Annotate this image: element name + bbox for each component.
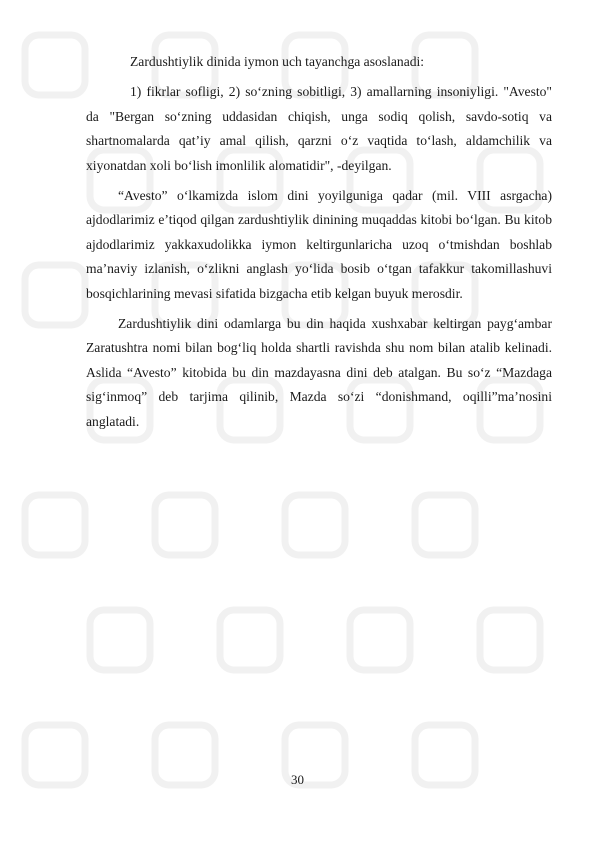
- paragraph-intro: Zardushtiylik dinida iymon uch tayanchga asoslanadi:: [130, 54, 425, 69]
- paragraph-avesto-quote: 1) fikrlar sofligi, 2) so‘zning sobitligi, 3) amallarning insoniyligi. "Avesto" da "Bergan so‘zning uddasidan chiqish, unga sodiq qolish, savdo-sotiq va shartnomalarda qat’iy amal qilish, qarzni o‘z vaqtida to‘lash, aldamchilik va xiyonatdan xoli bo‘lish imonlilik alomatidir", -deyilgan.: [86, 84, 552, 173]
- paragraph-avesto-history: “Avesto” o‘lkamizda islom dini yoyilguniga qadar (mil. VIII asrgacha) ajdodlarimiz e’tiqod qilgan zardushtiylik dinining muqaddas kitobi bo‘lgan. Bu kitob ajdodlarimiz yakkaxudolikka iymon keltirgunlaricha uzoq o‘tmishdan boshlab ma’naviy izlanish, o‘zlikni anglash yo‘lida bosib o‘tgan tafakkur takomillashuvi bosqichlarining mevasi sifatida bizgacha etib kelgan buyuk merosdir.: [86, 188, 552, 301]
- page-body: [86, 50, 552, 440]
- paragraph-zardushtiylik-name: Zardushtiylik dini odamlarga bu din haqida xushxabar keltirgan payg‘ambar Zaratushtra nomi bilan bog‘liq holda shartli ravishda shu nom bilan atalib kelinadi. Aslida “Avesto” kitobida bu din mazdayasna dini deb atalgan. Bu so‘z “Mazdaga sig‘inmoq” deb tarjima qilinib, Mazda so‘zi “donishmand, oqilli”ma’nosini anglatadi.: [86, 316, 552, 429]
- page-number: 30: [291, 772, 304, 787]
